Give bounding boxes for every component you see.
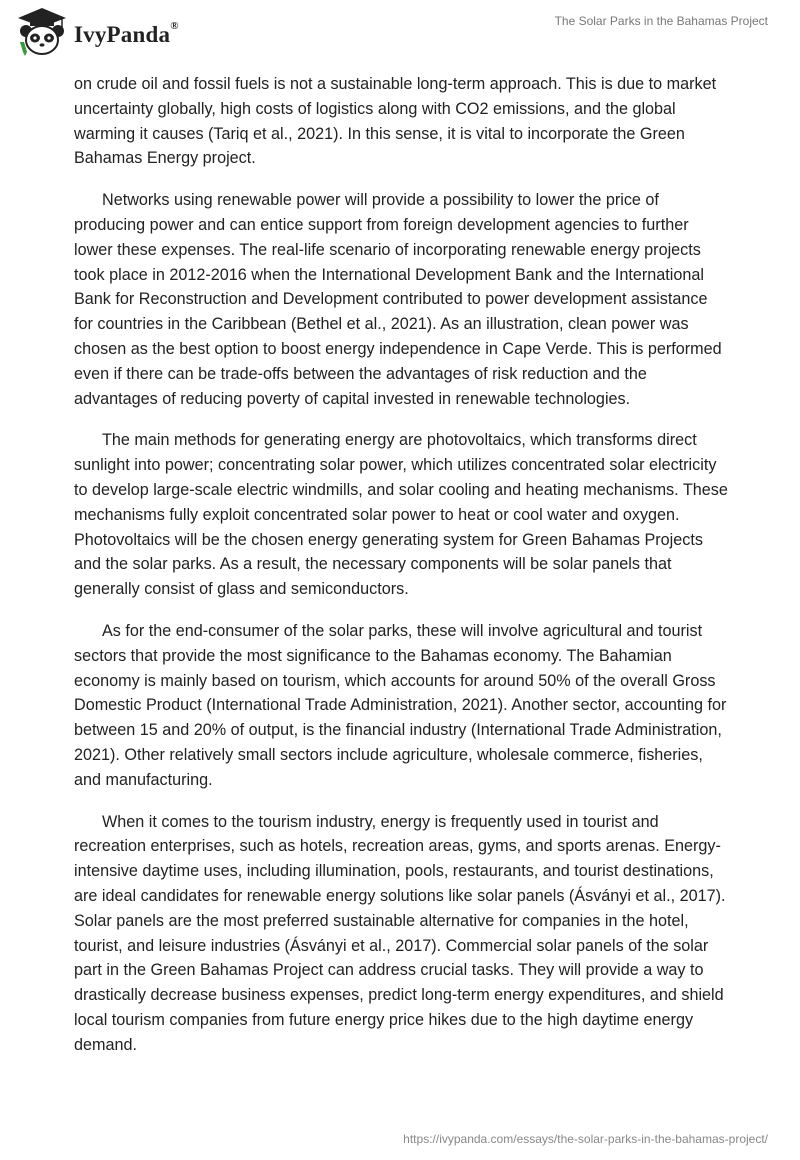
paragraph: As for the end-consumer of the solar parks, these will involve agricultural and tourist sectors that provide the most significance to the Bahamas economy. The Bahamian economy is mainly based on tourism, which accounts for around 50% of the overall Gross Domestic Product (International Trade Administration, 2021). Another sector, accounting for between 15 and 20% of output, is the financial industry (International Trade Administration, 2021). Other relatively small sectors include agriculture, wholesale commerce, fisheries, and manufacturing. [74,621,727,789]
source-url-link[interactable]: https://ivypanda.com/essays/the-solar-parks-in-the-bahamas-project/ [403,1132,768,1146]
document-title: The Solar Parks in the Bahamas Project [554,14,768,28]
paragraph: Networks using renewable power will provide a possibility to lower the price of producing power and can entice support from foreign development agencies to further lower these expenses. The real-life scenario of incorporating renewable energy projects took place in 2012-2016 when the International Development Bank and the International Bank for Reconstruction and Development contributed to power development assistance for countries in the Caribbean (Bethel et al., 2021). As an illustration, clean power was chosen as the best option to boost energy independence in Cape Verde. This is performed even if there can be trade-offs between the advantages of risk reduction and the advantages of reducing poverty of capital invested in renewable technologies. [74,191,722,408]
panda-graduate-logo-icon [14,6,70,60]
paragraph: on crude oil and fossil fuels is not a sustainable long-term approach. This is due to market uncertainty globally, high costs of logistics along with CO2 emissions, and the global warming it causes (Tariq et al., 2021). In this sense, it is vital to incorporate the Green Bahamas Energy project. [74,75,717,168]
page-header [0,0,800,70]
essay-body [74,72,728,1074]
site-logo[interactable] [14,6,179,60]
registered-mark: ® [170,20,179,32]
paragraph: When it comes to the tourism industry, energy is frequently used in tourist and recreation enterprises, such as hotels, recreation areas, gyms, and sports arenas. Energy-intensive daytime uses, including illumination, pools, restaurants, and tourist destinations, are ideal candidates for renewable energy solutions like solar panels (Ásványi et al., 2017). Solar panels are the most preferred sustainable alternative for companies in the hotel, tourist, and leisure industries (Ásványi et al., 2017). Commercial solar panels of the solar part in the Green Bahamas Project can address crucial tasks. They will provide a way to drastically decrease business expenses, predict long-term energy expenditures, and shield local tourism companies from future energy price hikes due to the high daytime energy demand. [74,812,726,1054]
paragraph: The main methods for generating energy are photovoltaics, which transforms direct sunlight into power; concentrating solar power, which utilizes concentrated solar electricity to develop large-scale electric windmills, and solar cooling and heating mechanisms. These mechanisms fully exploit concentrated solar power to heat or cool water and oxygen. Photovoltaics will be the chosen energy generating system for Green Bahamas Projects and the solar parks. As a result, the necessary components will be solar panels that generally consist of glass and semiconductors. [74,431,728,599]
brand-name: IvyPanda® [74,20,179,47]
